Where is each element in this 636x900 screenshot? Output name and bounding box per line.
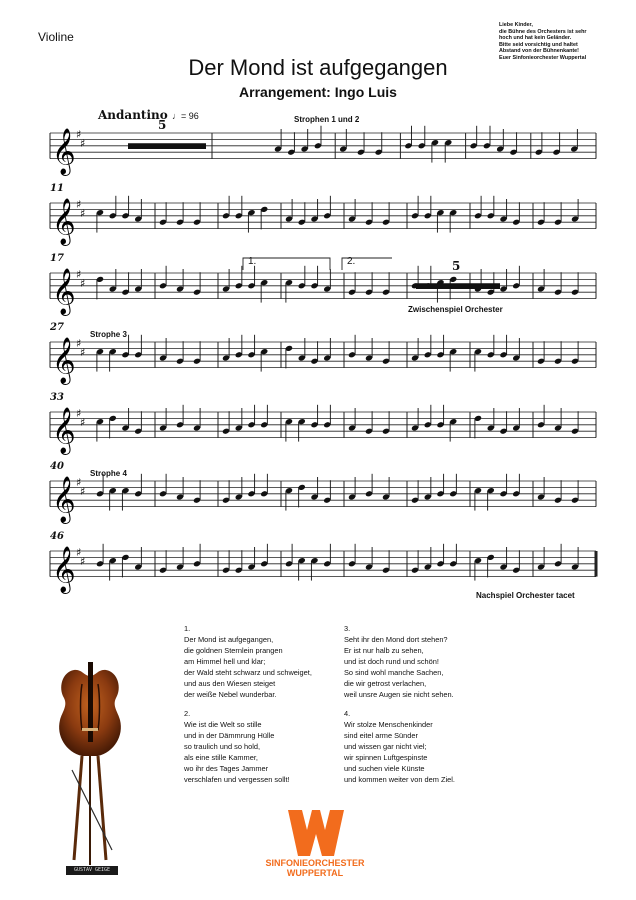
key-signature-sharp: ♯ bbox=[80, 485, 86, 498]
label-strophe-4: Strophe 4 bbox=[90, 469, 127, 478]
verse-line: und aus den Wiesen steiget bbox=[184, 679, 276, 688]
label-nachspiel: Nachspiel Orchester tacet bbox=[476, 591, 575, 600]
verse-line: als eine stille Kammer, bbox=[184, 753, 258, 762]
verse-line: Wie ist die Welt so stille bbox=[184, 720, 262, 729]
tempo-value: = 96 bbox=[180, 111, 199, 121]
verse-line: so traulich und so hold, bbox=[184, 742, 261, 751]
key-signature-sharp: ♯ bbox=[76, 337, 82, 350]
verse-line: die wir getrost verlachen, bbox=[344, 679, 427, 688]
verse-number: 4. bbox=[344, 709, 351, 718]
note-line: Liebe Kinder, bbox=[499, 22, 533, 28]
verse-line: der Wald steht schwarz und schweiget, bbox=[184, 668, 312, 677]
verse-line: Seht ihr den Mond dort stehen? bbox=[344, 635, 448, 644]
volta-2-label: 2. bbox=[347, 256, 356, 267]
key-signature-sharp: ♯ bbox=[80, 555, 86, 568]
orchestra-name-line-2: WUPPERTAL bbox=[286, 868, 344, 878]
system-number: 27 bbox=[50, 322, 64, 333]
note-line: Euer Sinfonieorchester Wuppertal bbox=[499, 54, 587, 61]
multirest-bar bbox=[128, 143, 206, 149]
verse-line: wir spinnen Luftgespinste bbox=[344, 753, 428, 762]
treble-clef-icon: 𝄞 bbox=[52, 476, 76, 523]
key-signature-sharp: ♯ bbox=[76, 546, 82, 559]
note-line: Abstand von der Bühnenkante! bbox=[499, 48, 579, 55]
treble-clef-icon: 𝄞 bbox=[52, 546, 76, 593]
verse-line: die goldnen Sternlein prangen bbox=[184, 646, 283, 655]
key-signature-sharp: ♯ bbox=[80, 277, 86, 290]
key-signature-sharp: ♯ bbox=[80, 346, 86, 359]
treble-clef-icon: 𝄞 bbox=[52, 198, 76, 245]
label-strophe-3: Strophe 3 bbox=[90, 330, 127, 339]
verse-number: 3. bbox=[344, 624, 351, 633]
key-signature-sharp: ♯ bbox=[80, 207, 86, 220]
verse-line: Der Mond ist aufgegangen, bbox=[184, 635, 274, 644]
label-zwischenspiel: Zwischenspiel Orchester bbox=[408, 305, 503, 314]
verse-2 bbox=[184, 708, 290, 785]
instrument-name: Violine bbox=[38, 30, 74, 44]
key-signature-sharp: ♯ bbox=[76, 476, 82, 489]
key-signature-sharp: ♯ bbox=[76, 128, 82, 141]
verse-line: und kommen weiter von dem Ziel. bbox=[344, 775, 455, 784]
verse-line: Wir stolze Menschenkinder bbox=[344, 720, 433, 729]
verse-line: So sind wohl manche Sachen, bbox=[344, 668, 444, 677]
system-number: 46 bbox=[50, 531, 64, 542]
interlude-rest-count: 5 bbox=[452, 259, 461, 273]
verse-line: der weiße Nebel wunderbar. bbox=[184, 690, 277, 699]
verse-line: Er ist nur halb zu sehen, bbox=[344, 646, 424, 655]
verse-number: 2. bbox=[184, 709, 191, 718]
verse-line: weil unsre Augen sie nicht sehen. bbox=[344, 690, 454, 699]
treble-clef-icon: 𝄞 bbox=[52, 407, 76, 454]
key-signature-sharp: ♯ bbox=[80, 137, 86, 150]
verse-line: wo ihr des Tages Jammer bbox=[184, 764, 269, 773]
key-signature-sharp: ♯ bbox=[80, 416, 86, 429]
note-line: hoch und hat kein Geländer. bbox=[499, 35, 572, 42]
key-signature-sharp: ♯ bbox=[76, 198, 82, 211]
note-line: Bitte seid vorsichtig und haltet bbox=[499, 41, 578, 48]
multirest-count: 5 bbox=[158, 118, 167, 132]
treble-clef-icon: 𝄞 bbox=[52, 128, 76, 175]
verse-3 bbox=[344, 623, 454, 700]
key-signature-sharp: ♯ bbox=[76, 268, 82, 281]
treble-clef-icon: 𝄞 bbox=[52, 337, 76, 384]
page-title: Der Mond ist aufgegangen bbox=[188, 55, 448, 80]
orchestra-name-line-1: SINFONIEORCHESTER bbox=[265, 858, 365, 868]
arrangement-credit: Arrangement: Ingo Luis bbox=[239, 84, 397, 100]
label-strophen-1-2: Strophen 1 und 2 bbox=[294, 115, 360, 124]
note-line: die Bühne des Orchesters ist sehr bbox=[499, 28, 587, 35]
verse-line: und in der Dämmrung Hülle bbox=[184, 731, 275, 740]
quarter-note-icon: ♩ bbox=[171, 111, 181, 121]
violin-maker-plate: GUSTAV GEIGE bbox=[66, 866, 118, 875]
verse-line: und ist doch rund und schön! bbox=[344, 657, 439, 666]
orchestra-logo-icon bbox=[288, 810, 344, 856]
tempo-word: Andantino bbox=[98, 108, 168, 122]
system-number: 33 bbox=[50, 392, 64, 403]
verse-4 bbox=[344, 708, 455, 785]
system-number: 17 bbox=[50, 253, 64, 264]
volta-1-label: 1. bbox=[248, 256, 257, 267]
verse-line: sind eitel arme Sünder bbox=[344, 731, 418, 740]
violin-icon bbox=[52, 660, 132, 870]
verse-1 bbox=[184, 623, 312, 700]
verse-line: und wissen gar nicht viel; bbox=[344, 742, 427, 751]
system-number: 40 bbox=[50, 461, 64, 472]
verse-line: verschlafen und vergessen sollt! bbox=[184, 775, 290, 784]
treble-clef-icon: 𝄞 bbox=[52, 268, 76, 315]
orchestra-name bbox=[240, 858, 390, 878]
verse-line: am Himmel hell und klar; bbox=[184, 657, 266, 666]
system-number: 11 bbox=[50, 183, 64, 194]
multirest-bar bbox=[416, 283, 500, 289]
key-signature-sharp: ♯ bbox=[76, 407, 82, 420]
verse-line: und suchen viele Künste bbox=[344, 764, 425, 773]
verse-number: 1. bbox=[184, 624, 191, 633]
